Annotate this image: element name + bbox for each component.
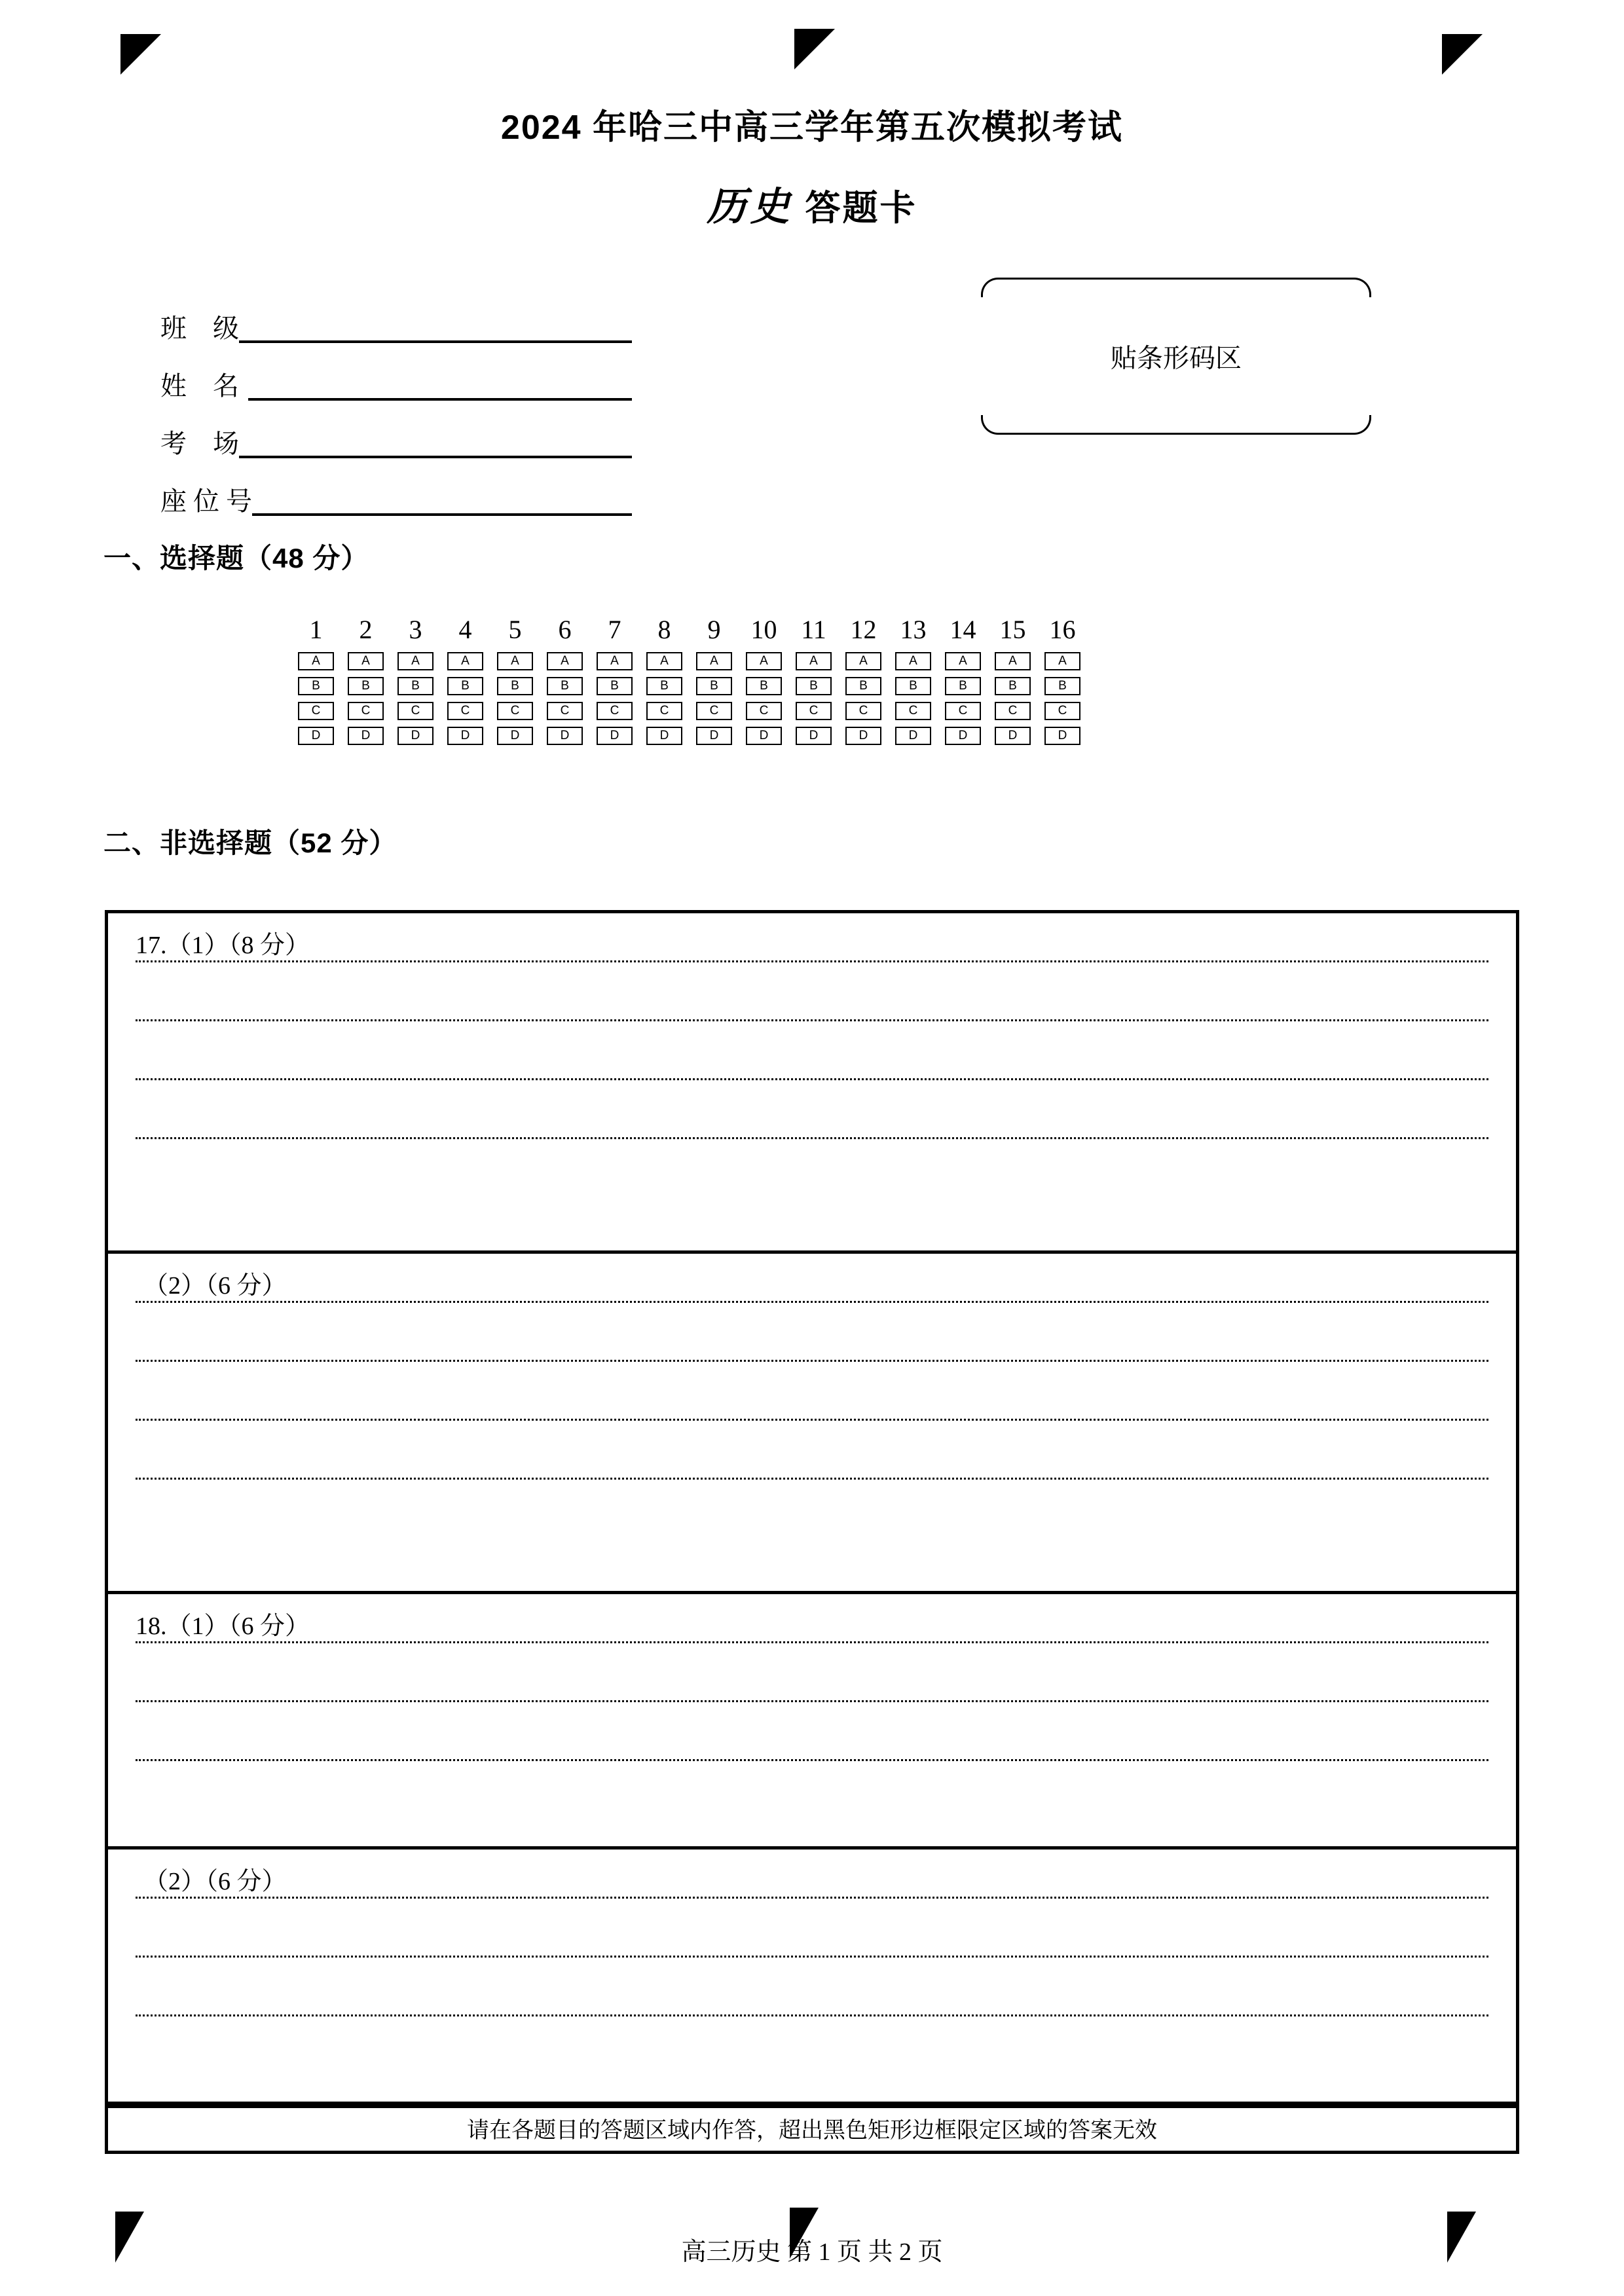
answer-option-row-a (298, 652, 1094, 670)
answer-bubble[interactable]: C (895, 702, 931, 720)
answer-bubble[interactable]: C (945, 702, 981, 720)
answer-bubble[interactable]: A (796, 652, 832, 670)
barcode-area-label: 贴条形码区 (1111, 343, 1242, 373)
answer-block-label: （2）（6 分） (143, 1273, 293, 1298)
answer-block[interactable] (108, 913, 1516, 1254)
writing-lines (136, 1594, 1488, 1846)
answer-bubble[interactable]: A (945, 652, 981, 670)
answer-bubble[interactable]: D (845, 727, 881, 745)
answer-bubble[interactable]: B (796, 677, 832, 695)
question-number: 14 (950, 615, 976, 644)
subject-heading (0, 175, 1624, 232)
answer-bubble[interactable]: D (746, 727, 782, 745)
answer-block-label: （2）（6 分） (143, 1869, 293, 1894)
answer-bubble[interactable]: C (1044, 702, 1080, 720)
answer-bubble[interactable]: D (796, 727, 832, 745)
answer-bubble[interactable]: A (845, 652, 881, 670)
answer-block-label: 18.（1）（6 分） (136, 1614, 316, 1639)
answer-bubble[interactable]: C (696, 702, 732, 720)
writing-line[interactable] (136, 1641, 1488, 1643)
question-number: 11 (801, 615, 826, 644)
answer-bubble[interactable]: A (1044, 652, 1080, 670)
answer-bubble[interactable]: B (597, 677, 633, 695)
answer-bubble[interactable]: D (995, 727, 1031, 745)
student-info-label: 姓 名 (160, 371, 239, 401)
answer-bubble[interactable]: D (547, 727, 583, 745)
exam-title: 2024 年哈三中高三学年第五次模拟考试 (500, 109, 1124, 147)
answer-bubble[interactable]: C (995, 702, 1031, 720)
barcode-bracket-top (981, 278, 1371, 297)
answer-bubble[interactable]: B (995, 677, 1031, 695)
answer-bubble[interactable]: D (945, 727, 981, 745)
answer-bubble[interactable]: C (497, 702, 533, 720)
question-number: 13 (900, 615, 927, 644)
registration-mark-top-left (120, 34, 161, 75)
writing-line[interactable] (136, 1759, 1488, 1761)
student-info-input-line[interactable] (239, 456, 632, 458)
student-info-row (160, 402, 632, 460)
answer-bubble[interactable]: D (348, 727, 384, 745)
answer-bubble[interactable]: D (1044, 727, 1080, 745)
student-info-input-line[interactable] (239, 340, 632, 343)
answer-option-row-d (298, 727, 1094, 745)
writing-line[interactable] (136, 1419, 1488, 1421)
answer-bubble[interactable]: D (497, 727, 533, 745)
answer-bubble[interactable]: D (298, 727, 334, 745)
answer-bubble[interactable]: B (397, 677, 434, 695)
answer-block[interactable] (108, 1850, 1516, 2105)
answer-bubble[interactable]: A (348, 652, 384, 670)
sheet-type-label: 答题卡 (805, 189, 917, 228)
section-heading-free-response: 二、非选择题（52 分） (103, 828, 397, 858)
answer-bubble[interactable]: A (696, 652, 732, 670)
answer-bubble[interactable]: C (796, 702, 832, 720)
answer-bubble[interactable]: C (845, 702, 881, 720)
answer-bubble[interactable]: C (447, 702, 483, 720)
answer-bubble[interactable]: D (397, 727, 434, 745)
question-number: 4 (458, 615, 472, 644)
answer-bubble[interactable]: A (397, 652, 434, 670)
answer-bubble[interactable]: A (746, 652, 782, 670)
answer-block[interactable] (108, 1254, 1516, 1594)
writing-line[interactable] (136, 1078, 1488, 1080)
student-info-row (160, 344, 632, 402)
question-number: 9 (707, 615, 721, 644)
answer-bubble[interactable]: A (447, 652, 483, 670)
answer-bubble[interactable]: C (348, 702, 384, 720)
answer-bubble[interactable]: C (597, 702, 633, 720)
question-number: 3 (409, 615, 422, 644)
barcode-area (981, 278, 1371, 435)
page-footer: 高三历史 第 1 页 共 2 页 (681, 2238, 943, 2266)
answer-bubble[interactable]: B (895, 677, 931, 695)
student-info-label: 考 场 (160, 429, 239, 458)
answer-bubble[interactable]: D (696, 727, 732, 745)
answer-area-notice: 请在各题目的答题区域内作答，超出黑色矩形边框限定区域的答案无效 (108, 2105, 1516, 2151)
writing-lines (136, 913, 1488, 1250)
answer-bubble[interactable]: A (497, 652, 533, 670)
answer-bubble[interactable]: B (1044, 677, 1080, 695)
answer-bubble[interactable]: A (597, 652, 633, 670)
answer-option-row-b (298, 677, 1094, 695)
answer-bubble[interactable]: B (646, 677, 682, 695)
writing-lines (136, 1850, 1488, 2102)
writing-line[interactable] (136, 1478, 1488, 1480)
answer-bubble[interactable]: A (995, 652, 1031, 670)
subject-name: 历史 (707, 185, 794, 228)
answer-bubble[interactable]: D (895, 727, 931, 745)
question-number: 8 (657, 615, 671, 644)
writing-line[interactable] (136, 1360, 1488, 1362)
student-info-input-line[interactable] (252, 513, 632, 516)
writing-line[interactable] (136, 1137, 1488, 1139)
answer-bubble[interactable]: B (746, 677, 782, 695)
question-number: 6 (558, 615, 572, 644)
question-number: 15 (999, 615, 1026, 644)
question-number: 10 (750, 615, 777, 644)
answer-bubble[interactable]: D (646, 727, 682, 745)
question-number: 7 (608, 615, 621, 644)
writing-line[interactable] (136, 960, 1488, 962)
writing-lines (136, 1254, 1488, 1591)
student-info-block (160, 287, 632, 517)
registration-mark-top-right (1442, 34, 1483, 75)
answer-bubble[interactable]: B (497, 677, 533, 695)
answer-bubble[interactable]: D (597, 727, 633, 745)
answer-bubble[interactable]: A (547, 652, 583, 670)
writing-line[interactable] (136, 1301, 1488, 1303)
answer-bubble[interactable]: C (646, 702, 682, 720)
answer-block[interactable] (108, 1594, 1516, 1850)
registration-mark-top-center (794, 29, 835, 69)
answer-bubble[interactable]: A (646, 652, 682, 670)
question-number: 16 (1049, 615, 1076, 644)
question-number-row (298, 617, 1094, 643)
question-number: 2 (359, 615, 373, 644)
answer-bubble[interactable]: B (945, 677, 981, 695)
answer-bubble[interactable]: B (547, 677, 583, 695)
question-number: 1 (309, 615, 323, 644)
student-info-row (160, 287, 632, 344)
answer-block-label: 17.（1）（8 分） (136, 933, 316, 958)
writing-line[interactable] (136, 2014, 1488, 2016)
section-heading-multiple-choice: 一、选择题（48 分） (103, 543, 369, 574)
writing-line[interactable] (136, 1700, 1488, 1702)
answer-bubble[interactable]: B (696, 677, 732, 695)
answer-bubble[interactable]: A (298, 652, 334, 670)
writing-line[interactable] (136, 1019, 1488, 1021)
answer-option-row-c (298, 702, 1094, 720)
answer-bubble[interactable]: D (447, 727, 483, 745)
answer-bubble[interactable]: B (298, 677, 334, 695)
barcode-bracket-bottom (981, 415, 1371, 435)
answer-bubble[interactable]: C (547, 702, 583, 720)
answer-bubble[interactable]: B (845, 677, 881, 695)
answer-bubble[interactable]: C (397, 702, 434, 720)
student-info-input-line[interactable] (248, 398, 632, 401)
answer-bubble[interactable]: C (298, 702, 334, 720)
answer-bubble[interactable]: B (447, 677, 483, 695)
question-number: 12 (850, 615, 877, 644)
answer-bubble-grid[interactable] (298, 617, 1094, 752)
answer-bubble[interactable]: A (895, 652, 931, 670)
writing-line[interactable] (136, 1956, 1488, 1958)
writing-line[interactable] (136, 1897, 1488, 1899)
student-info-label: 班 级 (160, 314, 239, 343)
question-number: 5 (508, 615, 522, 644)
student-info-label: 座 位 号 (160, 486, 252, 516)
free-response-answer-box (105, 910, 1519, 2154)
student-info-row (160, 460, 632, 517)
answer-bubble[interactable]: B (348, 677, 384, 695)
answer-bubble[interactable]: C (746, 702, 782, 720)
